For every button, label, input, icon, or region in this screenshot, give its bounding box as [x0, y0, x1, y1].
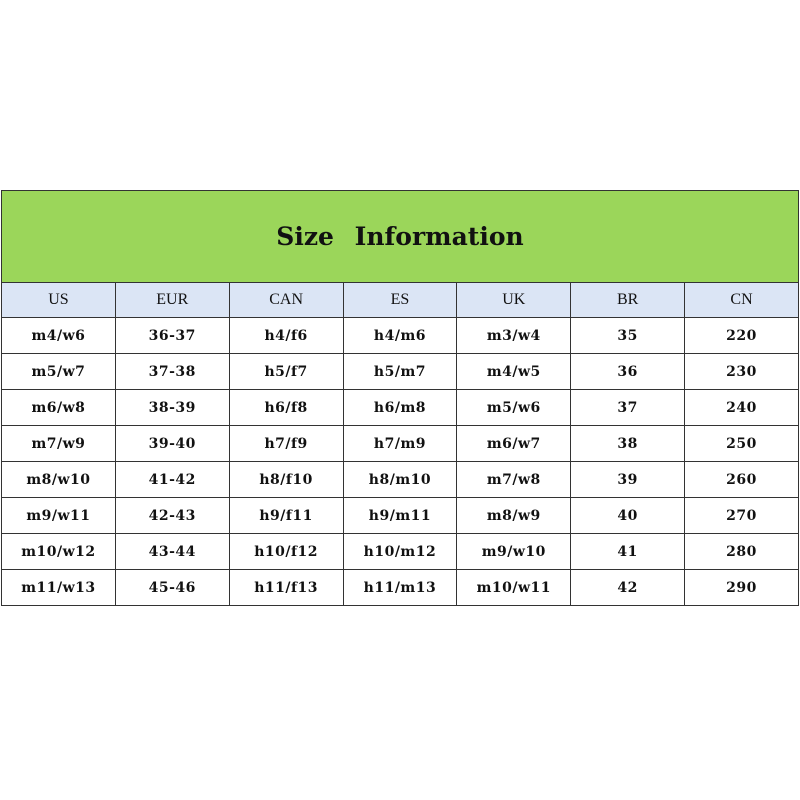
table-title: Size Information	[2, 191, 799, 283]
table-cell: m7/w9	[2, 426, 116, 462]
table-cell: 220	[685, 318, 799, 354]
column-header-can: CAN	[229, 283, 343, 318]
table-cell: m7/w8	[457, 462, 571, 498]
table-cell: m3/w4	[457, 318, 571, 354]
header-row	[2, 283, 799, 318]
table-cell: h6/f8	[229, 390, 343, 426]
table-cell: m5/w7	[2, 354, 116, 390]
table-cell: h4/m6	[343, 318, 457, 354]
table-cell: h4/f6	[229, 318, 343, 354]
table-cell: 42-43	[115, 498, 229, 534]
table-cell: h7/m9	[343, 426, 457, 462]
table-cell: m5/w6	[457, 390, 571, 426]
column-header-us: US	[2, 283, 116, 318]
table-cell: 40	[571, 498, 685, 534]
table-cell: m8/w9	[457, 498, 571, 534]
size-table-container	[1, 190, 799, 606]
table-cell: h10/f12	[229, 534, 343, 570]
table-cell: m9/w11	[2, 498, 116, 534]
table-cell: m10/w11	[457, 570, 571, 606]
table-cell: h11/f13	[229, 570, 343, 606]
column-header-eur: EUR	[115, 283, 229, 318]
table-cell: 37-38	[115, 354, 229, 390]
table-cell: m6/w7	[457, 426, 571, 462]
table-cell: h9/f11	[229, 498, 343, 534]
table-cell: 38-39	[115, 390, 229, 426]
table-row	[2, 462, 799, 498]
table-cell: 280	[685, 534, 799, 570]
table-cell: h5/f7	[229, 354, 343, 390]
table-cell: 41	[571, 534, 685, 570]
table-body	[2, 318, 799, 606]
table-cell: 39-40	[115, 426, 229, 462]
table-cell: h7/f9	[229, 426, 343, 462]
table-cell: h5/m7	[343, 354, 457, 390]
table-cell: h10/m12	[343, 534, 457, 570]
table-cell: 250	[685, 426, 799, 462]
table-cell: m4/w6	[2, 318, 116, 354]
table-cell: 290	[685, 570, 799, 606]
table-cell: h8/m10	[343, 462, 457, 498]
table-cell: 39	[571, 462, 685, 498]
table-cell: 37	[571, 390, 685, 426]
table-cell: 36-37	[115, 318, 229, 354]
table-cell: 42	[571, 570, 685, 606]
table-cell: m4/w5	[457, 354, 571, 390]
table-row	[2, 570, 799, 606]
size-table	[1, 190, 799, 606]
table-cell: m10/w12	[2, 534, 116, 570]
table-cell: h11/m13	[343, 570, 457, 606]
table-cell: h8/f10	[229, 462, 343, 498]
column-header-es: ES	[343, 283, 457, 318]
table-cell: 36	[571, 354, 685, 390]
table-row	[2, 534, 799, 570]
table-cell: 41-42	[115, 462, 229, 498]
table-cell: m11/w13	[2, 570, 116, 606]
table-cell: 230	[685, 354, 799, 390]
table-cell: 43-44	[115, 534, 229, 570]
table-cell: 35	[571, 318, 685, 354]
table-cell: m6/w8	[2, 390, 116, 426]
table-cell: 38	[571, 426, 685, 462]
column-header-uk: UK	[457, 283, 571, 318]
table-row	[2, 498, 799, 534]
table-row	[2, 318, 799, 354]
table-row	[2, 354, 799, 390]
table-cell: h6/m8	[343, 390, 457, 426]
column-header-cn: CN	[685, 283, 799, 318]
table-row	[2, 390, 799, 426]
table-cell: m9/w10	[457, 534, 571, 570]
table-cell: m8/w10	[2, 462, 116, 498]
table-row	[2, 426, 799, 462]
table-cell: h9/m11	[343, 498, 457, 534]
table-cell: 45-46	[115, 570, 229, 606]
table-cell: 260	[685, 462, 799, 498]
table-cell: 270	[685, 498, 799, 534]
column-header-br: BR	[571, 283, 685, 318]
table-cell: 240	[685, 390, 799, 426]
